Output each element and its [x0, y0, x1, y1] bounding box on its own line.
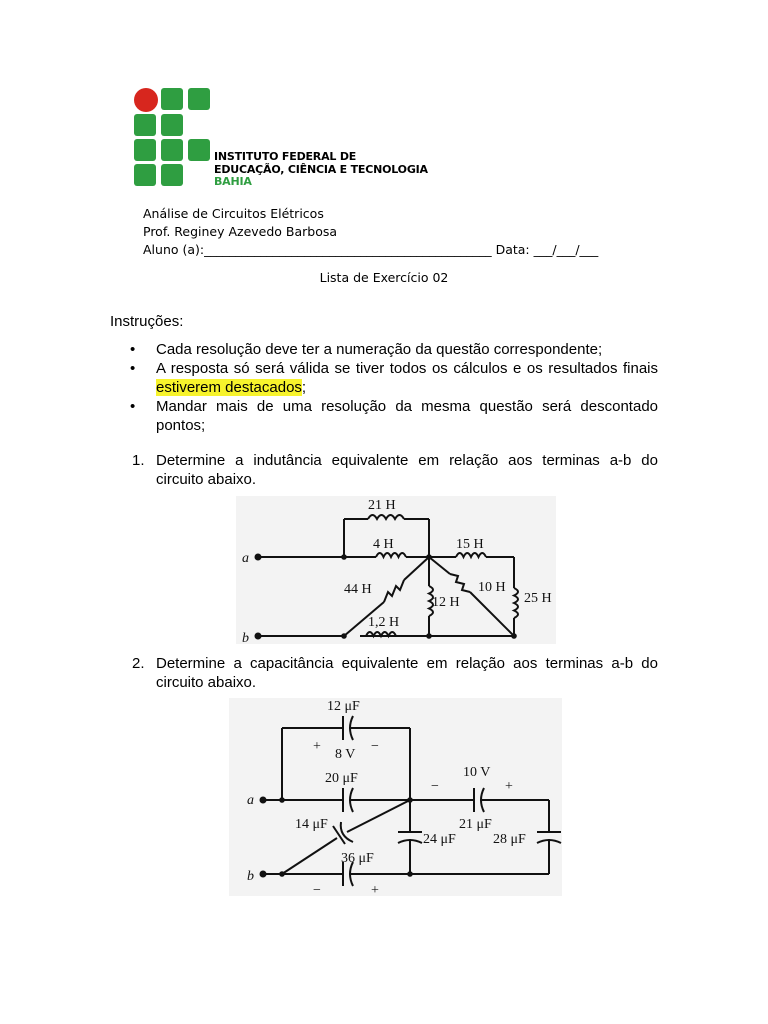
capacitor-circuit-diagram: [229, 698, 562, 896]
logo-square: [188, 139, 210, 161]
polarity-plus: +: [505, 779, 513, 794]
capacitor-label: 14 μF: [295, 817, 328, 832]
institute-name-line1: INSTITUTO FEDERAL DE: [214, 150, 357, 163]
capacitor-label: 20 μF: [325, 771, 358, 786]
inductor-label: 4 H: [373, 537, 394, 552]
polarity-plus: +: [371, 883, 379, 896]
polarity-minus: −: [371, 739, 379, 754]
logo-square: [161, 164, 183, 186]
inductor-label: 12 H: [432, 595, 460, 610]
capacitor-label: 21 μF: [459, 817, 492, 832]
instruction-item-2-end: ;: [301, 379, 307, 396]
page-title: Lista de Exercício 02: [319, 270, 449, 285]
voltage-label: 10 V: [463, 765, 491, 780]
inductor-label: 21 H: [368, 498, 396, 513]
inductor-label: 25 H: [524, 591, 552, 606]
instruction-item-2-line1: A resposta só será válida se tiver todos os cálculos e os resultados finais: [156, 360, 658, 377]
instruction-item-3: [156, 397, 658, 435]
instruction-item-2: [156, 359, 658, 397]
inductor-label: 15 H: [456, 537, 484, 552]
terminal-a-label: a: [247, 793, 254, 808]
terminal-b-label: b: [247, 869, 254, 884]
instruction-item-3-line2: pontos;: [156, 417, 206, 434]
logo-square: [134, 164, 156, 186]
highlighted-text: estiverem destacados: [156, 379, 302, 396]
inductor-circuit-diagram: [236, 496, 556, 644]
question-2-number: 2.: [132, 655, 145, 672]
question-2-line2: circuito abaixo.: [156, 674, 257, 691]
logo-square: [161, 88, 183, 110]
logo-square: [134, 114, 156, 136]
capacitor-label: 24 μF: [423, 832, 456, 847]
professor-name: Prof. Reginey Azevedo Barbosa: [143, 224, 338, 239]
question-2-line1: Determine a capacitância equivalente em relação aos terminas a-b do: [156, 655, 658, 672]
instruction-item-3-line1: Mandar mais de uma resolução da mesma questão será descontado: [156, 398, 658, 415]
question-1-text: [156, 451, 658, 489]
capacitor-label: 12 μF: [327, 699, 360, 714]
instructions-heading: Instruções:: [110, 313, 184, 330]
institute-name-line3: BAHIA: [214, 175, 252, 188]
capacitor-label: 36 μF: [341, 851, 374, 866]
polarity-minus: −: [313, 883, 321, 896]
inductor-label: 44 H: [344, 582, 372, 597]
polarity-minus: −: [431, 779, 439, 794]
logo-red-dot: [134, 88, 158, 112]
student-date-line: Aluno (a):______________________________________________ Data: ___/___/___: [143, 242, 599, 257]
voltage-label: 8 V: [335, 747, 356, 762]
terminal-b-label: b: [242, 631, 249, 644]
course-name: Análise de Circuitos Elétricos: [143, 206, 324, 221]
institute-name: [214, 151, 428, 189]
question-1-line2: circuito abaixo.: [156, 471, 257, 488]
logo-square: [161, 139, 183, 161]
logo-square: [188, 88, 210, 110]
inductor-label: 10 H: [478, 580, 506, 595]
instruction-item-1: Cada resolução deve ter a numeração da questão correspondente;: [156, 341, 603, 358]
logo-square: [134, 139, 156, 161]
inductor-label: 1,2 H: [368, 615, 400, 630]
terminal-a-label: a: [242, 551, 249, 566]
question-2-text: [156, 654, 658, 692]
instruction-item-2-line2: [156, 378, 658, 397]
bullet: •: [130, 398, 136, 415]
logo-square: [161, 114, 183, 136]
institute-name-line2: EDUCAÇÃO, CIÊNCIA E TECNOLOGIA: [214, 162, 428, 176]
bullet: •: [130, 341, 136, 358]
polarity-plus: +: [313, 739, 321, 754]
bullet: •: [130, 360, 136, 377]
question-1-number: 1.: [132, 452, 145, 469]
institute-logo: [134, 88, 434, 188]
question-1-line1: Determine a indutância equivalente em relação aos terminas a-b do: [156, 452, 658, 469]
capacitor-label: 28 μF: [493, 832, 526, 847]
